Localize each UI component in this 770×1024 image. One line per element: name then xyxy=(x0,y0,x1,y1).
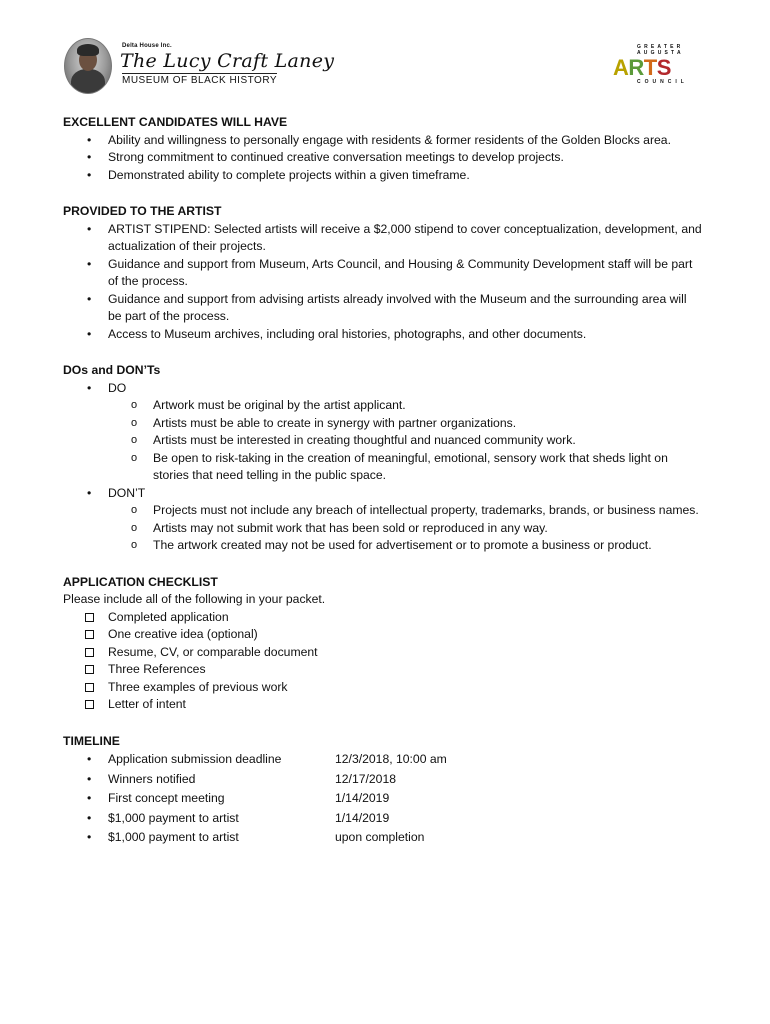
timeline-event: $1,000 payment to artist xyxy=(108,830,239,844)
sub-list-item: o Be open to risk-taking in the creation of meaningful, emotional, sensory work that sheds light on stories that need telling in the public space. xyxy=(63,450,703,485)
list-item: • Guidance and support from Museum, Arts Council, and Housing & Community Development staff will be part of the process. xyxy=(63,256,703,291)
checklist-item: Letter of intent xyxy=(63,696,703,714)
section-provided xyxy=(63,203,703,343)
sub-list-item: o Projects must not include any breach of intellectual property, trademarks, brands, or business names. xyxy=(63,502,703,520)
do-label: DO xyxy=(108,380,127,395)
section-checklist xyxy=(63,574,703,714)
sub-list-item: o Artwork must be original by the artist applicant. xyxy=(63,397,703,415)
sub-list-item: o Artists may not submit work that has been sold or reproduced in any way. xyxy=(63,520,703,538)
section-heading: TIMELINE xyxy=(63,733,120,748)
logo-augusta-text: AUGUSTA xyxy=(637,50,684,56)
timeline-event: First concept meeting xyxy=(108,791,225,805)
timeline-date: 1/14/2019 xyxy=(335,810,390,825)
list-item: • Guidance and support from advising artists already involved with the Museum and the surrounding area will be part of the process. xyxy=(63,291,703,326)
sub-list-item: o Artists must be able to create in synergy with partner organizations. xyxy=(63,415,703,433)
arts-council-logo xyxy=(613,44,693,88)
section-heading: APPLICATION CHECKLIST xyxy=(63,574,218,589)
dont-label: DON’T xyxy=(108,485,146,500)
list-item: • Ability and willingness to personally engage with residents & former residents of the Golden Blocks area. xyxy=(63,132,703,150)
timeline-event: Winners notified xyxy=(108,771,196,786)
timeline-row xyxy=(63,750,703,770)
logo-arts-letters xyxy=(613,55,671,80)
logo-council-text: COUNCIL xyxy=(637,79,688,85)
checklist-item: Three References xyxy=(63,661,703,679)
logo-arts-letter: R xyxy=(628,55,644,80)
timeline-date: 12/3/2018, 10:00 am xyxy=(335,752,447,766)
timeline-date: 12/17/2018 xyxy=(335,771,396,786)
section-heading: DOs and DON’Ts xyxy=(63,363,161,377)
checklist-item: Three examples of previous work xyxy=(63,679,703,697)
document-body xyxy=(63,114,703,867)
sub-list-item: o Artists must be interested in creating thoughtful and nuanced community work. xyxy=(63,432,703,450)
do-group xyxy=(63,380,703,485)
timeline-row xyxy=(63,789,703,809)
list-item: • ARTIST STIPEND: Selected artists will receive a $2,000 stipend to cover conceptualization, development, and actualization of their projects. xyxy=(63,221,703,256)
section-dos-donts xyxy=(63,362,703,555)
logo-arts-letter: T xyxy=(643,55,657,80)
logo-small-text: Delta House Inc. xyxy=(122,43,172,49)
timeline-row xyxy=(63,809,703,829)
lucy-craft-laney-logo xyxy=(64,38,335,94)
section-candidates xyxy=(63,114,703,184)
section-heading: PROVIDED TO THE ARTIST xyxy=(63,204,222,218)
sub-list-item: o The artwork created may not be used for advertisement or to promote a business or product. xyxy=(63,537,703,555)
logo-greater-text: GREATER xyxy=(637,44,684,50)
section-timeline xyxy=(63,733,703,848)
timeline-event: Application submission deadline xyxy=(108,752,282,766)
timeline-row xyxy=(63,828,703,848)
portrait-image xyxy=(64,38,112,94)
timeline-date: 1/14/2019 xyxy=(335,791,390,805)
list-item: • Access to Museum archives, including oral histories, photographs, and other documents. xyxy=(63,326,703,344)
logo-arts-word xyxy=(613,55,671,81)
logo-arts-letter: A xyxy=(613,55,629,80)
checklist-item: Completed application xyxy=(63,609,703,627)
section-heading: EXCELLENT CANDIDATES WILL HAVE xyxy=(63,115,288,129)
dont-group xyxy=(63,485,703,555)
logo-script-text: The Lucy Craft Laney xyxy=(120,50,335,72)
checklist-intro: Please include all of the following in your packet. xyxy=(63,592,326,606)
logo-arts-letter: S xyxy=(656,55,671,80)
timeline-date: upon completion xyxy=(335,830,425,844)
checklist-item: One creative idea (optional) xyxy=(63,626,703,644)
checklist-item: Resume, CV, or comparable document xyxy=(63,644,703,662)
timeline-row xyxy=(63,770,703,790)
timeline-event: $1,000 payment to artist xyxy=(108,810,239,825)
list-item: • Strong commitment to continued creative conversation meetings to develop projects. xyxy=(63,149,703,167)
list-item: • Demonstrated ability to complete projects within a given timeframe. xyxy=(63,167,703,185)
logo-museum-text: MUSEUM OF BLACK HISTORY xyxy=(122,75,278,86)
